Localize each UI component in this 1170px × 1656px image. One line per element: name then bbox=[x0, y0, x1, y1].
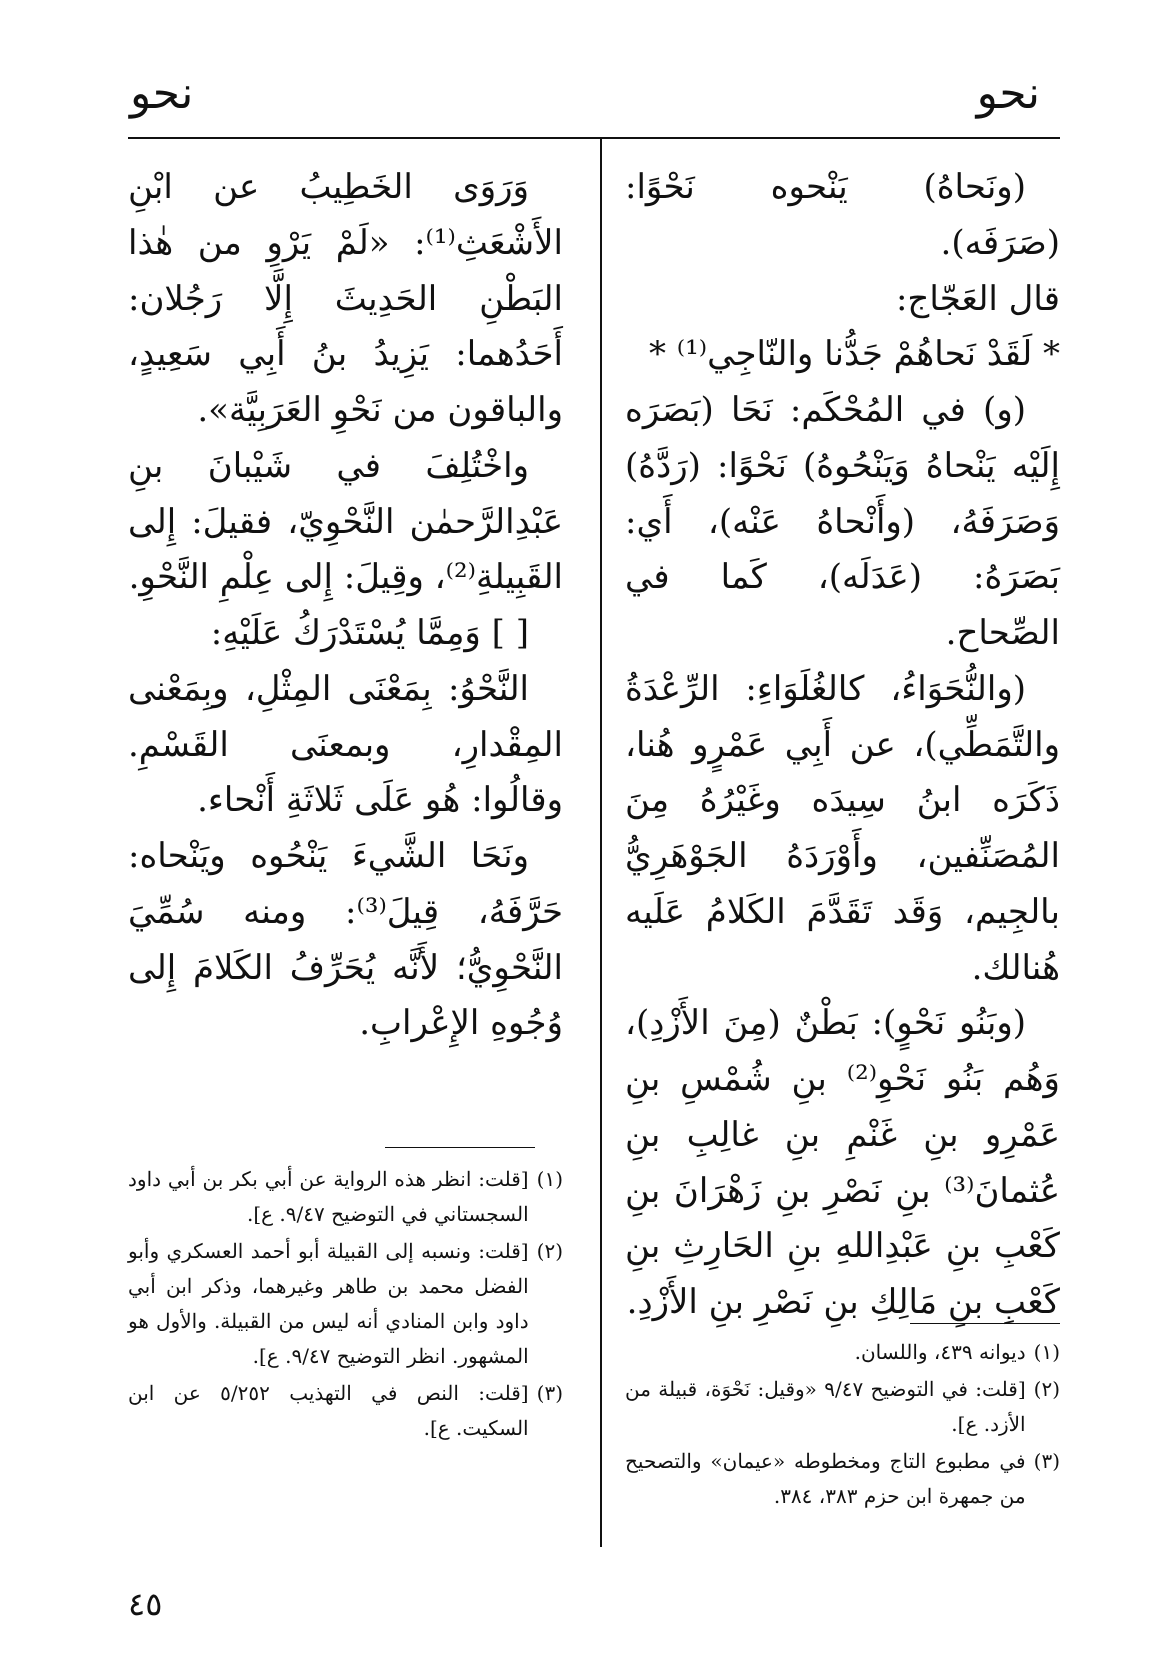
footnote-text: ديوانه ٤٣٩، واللسان. bbox=[854, 1340, 1026, 1364]
paragraph: قال العَجّاج: bbox=[895, 278, 1060, 319]
footnote-text: [قلت: النص في التهذيب ٥/٢٥٢ عن ابن السكيت. ع]. bbox=[128, 1381, 529, 1440]
footnote-text: في مطبوع التاج ومخطوطه «عيمان» والتصحيح من جمهرة ابن حزم ٣٨٣، ٣٨٤. bbox=[625, 1449, 1026, 1508]
header-left-word: نحو bbox=[130, 68, 194, 119]
footnote bbox=[625, 1444, 1060, 1514]
paragraph: (و) في المُحْكَم: نَحَا (بَصَرَه إِلَيْه يَنْحاهُ وَيَنْحُوهُ) نَحْوًا: (رَدَّهُ) وَصَرَفَهُ، (وأَنْحاهُ عَنْه)، أَي: بَصَرَهُ: (عَدَلَه)، كَما في الصِّحاح. bbox=[625, 390, 1060, 653]
paragraph: [ ] وَمِمَّا يُسْتَدْرَكُ عَلَيْهِ: bbox=[210, 613, 529, 653]
paragraph: واخْتُلِفَ في شَيْبانَ بنِ عَبْدِالرَّحمٰن النَّحْوِيّ، فقيلَ: إِلى القَبِيلةِ⁽²⁾، وقِيلَ: إِلى عِلْمِ النَّحْوِ. bbox=[128, 445, 563, 598]
header-right-word: نحو bbox=[976, 68, 1040, 119]
footnote-text: [قلت: في التوضيح ٩/٤٧ «وقيل: نَحْوَة، قبيلة من الأزد. ع]. bbox=[625, 1377, 1026, 1436]
right-column bbox=[625, 160, 1060, 1331]
verse-line: * لَقَدْ نَحاهُمْ جَدُّنا والنّاجِي⁽¹⁾ * bbox=[648, 334, 1060, 375]
left-column bbox=[128, 160, 563, 1052]
footnote-number: (٢) bbox=[1033, 1377, 1060, 1401]
right-footnotes bbox=[625, 1335, 1060, 1516]
footnote bbox=[128, 1162, 563, 1232]
footnote-number: (٢) bbox=[536, 1239, 563, 1263]
footnote-text: [قلت: انظر هذه الرواية عن أبي بكر بن أبي داود السجستاني في التوضيح ٩/٤٧. ع]. bbox=[128, 1167, 529, 1226]
paragraph: النَّحْوُ: بِمَعْنَى المِثْلِ، وبِمَعْنى المِقْدارِ، وبمعنَى القَسْمِ. وقالُوا: هُو عَلَى ثَلاثَةِ أَنْحاء. bbox=[128, 668, 563, 821]
footnote-number: (١) bbox=[1033, 1340, 1060, 1364]
footnote-text: [قلت: ونسبه إلى القبيلة أبو أحمد العسكري وأبو الفضل محمد بن طاهر وغيرهما، وذكر ابن أبي داود وابن المنادي أنه ليس من القبيلة. والأول هو المشهور. انظر التوضيح ٩/٤٧. ع]. bbox=[128, 1239, 529, 1368]
paragraph: (والنُّحَوَاءُ، كالغُلَوَاءِ: الرِّعْدَةُ والتَّمَطِّي)، عن أَبِي عَمْرٍو هُنا، ذَكَرَه ابنُ سِيدَه وغَيْرُهُ مِنَ المُصَنِّفين، وأَوْرَدَهُ الجَوْهَرِيُّ بالجِيم، وَقَد تَقَدَّمَ الكَلامُ عَلَيه هُنالك. bbox=[625, 668, 1060, 988]
header-rule bbox=[128, 137, 1060, 139]
paragraph: (ونَحاهُ) يَنْحوه نَحْوًا: (صَرَفَه). bbox=[625, 167, 1060, 263]
footnote-rule-left bbox=[385, 1147, 535, 1148]
footnote-rule-right bbox=[910, 1323, 1060, 1324]
footnote bbox=[128, 1376, 563, 1446]
footnote-number: (١) bbox=[536, 1167, 563, 1191]
footnote bbox=[625, 1372, 1060, 1442]
column-divider bbox=[600, 137, 602, 1547]
left-footnotes bbox=[128, 1162, 563, 1448]
footnote-number: (٣) bbox=[1033, 1449, 1060, 1473]
paragraph: ونَحَا الشَّيءَ يَنْحُوه ويَنْحاه: حَرَّفَهُ، قِيلَ⁽³⁾: ومنه سُمِّيَ النَّحْوِيُّ؛ لأَنَّه يُحَرِّفُ الكَلامَ إِلى وُجُوهِ الإِعْرابِ. bbox=[128, 836, 563, 1044]
page-number: ٤٥ bbox=[128, 1585, 163, 1623]
footnote bbox=[625, 1335, 1060, 1370]
footnote bbox=[128, 1234, 563, 1374]
paragraph: وَرَوَى الخَطِيبُ عن ابْنِ الأَشْعَثِ⁽¹⁾: «لَمْ يَرْوِ من هٰذا البَطْنِ الحَدِيثَ إِلَّا رَجُلان: أَحَدُهما: يَزِيدُ بنُ أَبِي سَعِيدٍ، والباقون من نَحْوِ العَرَبِيَّة». bbox=[128, 167, 563, 430]
footnote-number: (٣) bbox=[536, 1381, 563, 1405]
paragraph: (وبَنُو نَحْوٍ): بَطْنٌ (مِنَ الأَزْدِ)، وَهُم بَنُو نَحْوِ⁽²⁾ بنِ شُمْسِ بنِ عَمْرِو بنِ غَنْمِ بنِ غالِبِ بنِ عُثمانَ⁽³⁾ بنِ نَصْرِ بنِ زَهْرَانَ بنِ كَعْبِ بنِ عَبْدِاللهِ بنِ الحَارِثِ بنِ كَعْبِ بنِ مَالِكِ بنِ نَصْرِ بنِ الأَزْدِ. bbox=[625, 1003, 1060, 1322]
